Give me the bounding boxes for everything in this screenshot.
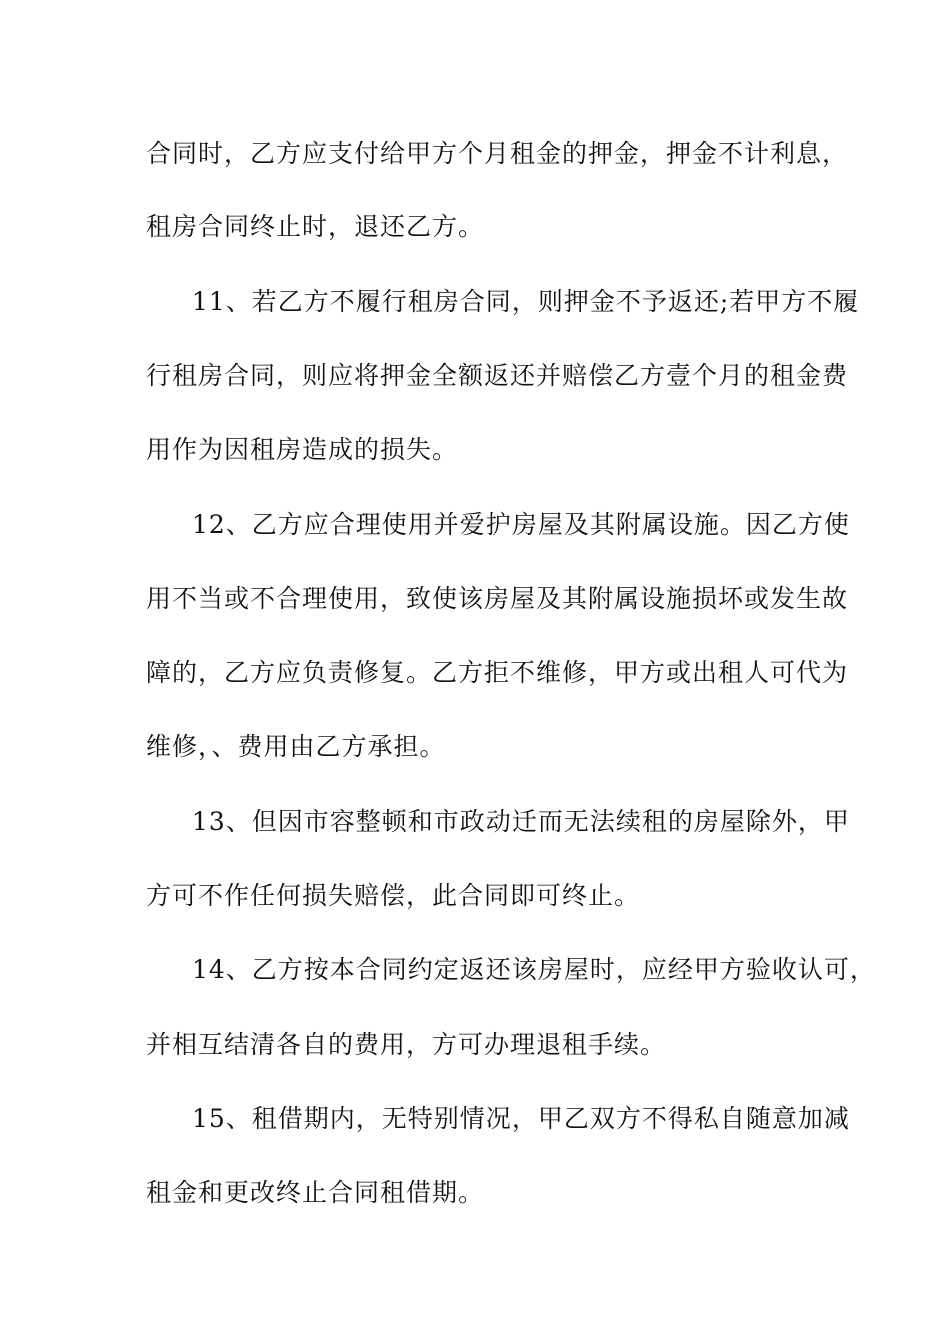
text-line: 合同时，乙方应支付给甲方个月租金的押金，押金不计利息， — [146, 139, 849, 168]
paragraph-15-start: 15、租借期内，无特别情况，甲乙双方不得私自随意加减 — [192, 1104, 850, 1133]
text-line: 行租房合同，则应将押金全额返还并赔偿乙方壹个月的租金费 — [146, 361, 849, 390]
text-line: 用作为因租房造成的损失。 — [146, 435, 459, 464]
text-line: 租金和更改终止合同租借期。 — [146, 1178, 485, 1207]
text-line: 用不当或不合理使用，致使该房屋及其附属设施损坏或发生故 — [146, 584, 849, 613]
paragraph-11-start: 11、若乙方不履行租房合同，则押金不予返还;若甲方不履 — [192, 287, 860, 316]
paragraph-12-start: 12、乙方应合理使用并爱护房屋及其附属设施。因乙方使 — [192, 510, 850, 539]
text-line: 障的，乙方应负责修复。乙方拒不维修，甲方或出租人可代为 — [146, 658, 849, 687]
text-line: 维修，、费用由乙方承担。 — [146, 732, 446, 761]
text-line: 租房合同终止时，退还乙方。 — [146, 212, 485, 241]
paragraph-13-start: 13、但因市容整顿和市政动迁而无法续租的房屋除外，甲 — [192, 807, 850, 836]
text-line: 并相互结清各自的费用，方可办理退租手续。 — [146, 1030, 667, 1059]
paragraph-14-start: 14、乙方按本合同约定返还该房屋时，应经甲方验收认可， — [192, 955, 876, 984]
text-line: 方可不作任何损失赔偿，此合同即可终止。 — [146, 881, 641, 910]
